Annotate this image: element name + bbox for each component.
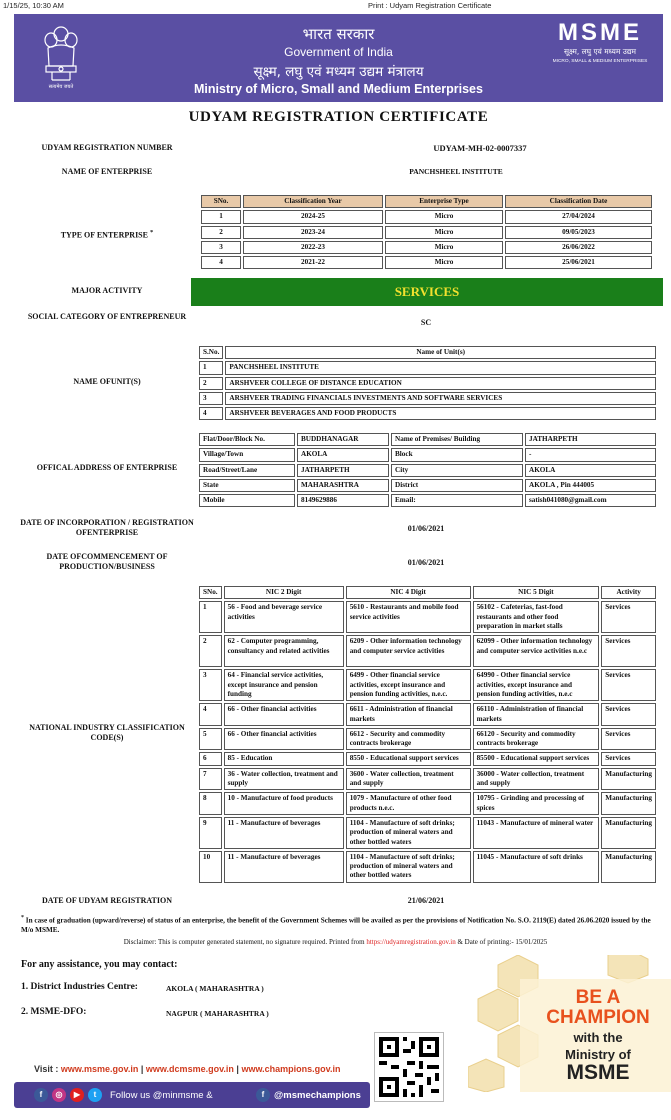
nic-header-row (199, 586, 656, 599)
facebook-icon[interactable]: f (34, 1088, 48, 1102)
table-cell: 6 (199, 752, 222, 765)
table-cell: Name of Premises/ Building (391, 433, 523, 446)
table-cell: Services (601, 703, 656, 726)
table-row (199, 601, 656, 633)
champion-line5: MSME (566, 1061, 630, 1084)
table-cell: 10795 - Grinding and processing of spices (473, 792, 600, 815)
champion-line4: Ministry of (565, 1047, 631, 1062)
table-cell: 6499 - Other financial service activities, except insurance and pension funding activities, n.e.c. (346, 669, 471, 701)
table-cell: Email: (391, 494, 523, 507)
table-cell: 11045 - Manufacture of soft drinks (473, 851, 600, 883)
table-cell: 4 (199, 703, 222, 726)
incorporation-date-label: DATE OF INCORPORATION / REGISTRATION OFENTERPRISE (20, 518, 194, 537)
reg-number-value: UDYAM-MH-02-0007337 (433, 143, 527, 153)
table-cell: Manufacturing (601, 817, 656, 849)
enterprise-type-label (20, 228, 194, 241)
table-cell: 62099 - Other information technology and computer service activities n.e.c (473, 635, 600, 667)
champion-text (528, 988, 668, 1084)
champion-promo (468, 955, 671, 1092)
table-cell: 1079 - Manufacture of other food products n.e.c. (346, 792, 471, 815)
units-header-row (199, 346, 656, 359)
table-row (201, 241, 652, 254)
link-separator: | (233, 1064, 242, 1074)
email-value: satish041080@gmail.com (525, 494, 656, 507)
table-cell: 25/06/2021 (505, 256, 652, 269)
address-label: OFFICAL ADDRESS OF ENTERPRISE (36, 463, 178, 472)
major-activity-label: MAJOR ACTIVITY (71, 286, 143, 295)
table-cell: Micro (385, 241, 503, 254)
table-cell: Micro (385, 226, 503, 239)
table-cell: 66 - Other financial activities (224, 703, 344, 726)
table-cell: Manufacturing (601, 792, 656, 815)
dfo-value: NAGPUR ( MAHARASHTRA ) (166, 1009, 269, 1018)
nic-table (197, 584, 658, 885)
reg-number-label: UDYAM REGISTRATION NUMBER (41, 143, 173, 152)
table-cell: 7 (199, 768, 222, 791)
table-cell: 3600 - Water collection, treatment and supply (346, 768, 471, 791)
print-datetime: 1/15/25, 10:30 AM (3, 1, 64, 10)
table-cell: 2022-23 (243, 241, 383, 254)
table-row (199, 494, 656, 507)
enterprise-type-mark: * (149, 229, 154, 236)
table-row (199, 407, 656, 420)
visit-label: Visit : (34, 1064, 61, 1074)
table-row (199, 792, 656, 815)
qr-code-icon (374, 1032, 444, 1102)
table-cell: 66110 - Administration of financial markets (473, 703, 600, 726)
units-col-name: Name of Unit(s) (225, 346, 656, 359)
classification-header-row (201, 195, 652, 208)
table-cell: 26/06/2022 (505, 241, 652, 254)
facebook-icon-2[interactable]: f (256, 1088, 270, 1102)
table-cell: 8149629886 (297, 494, 389, 507)
certificate-title: UDYAM REGISTRATION CERTIFICATE (188, 109, 489, 125)
table-cell: 9 (199, 817, 222, 849)
table-cell: 3 (199, 392, 223, 405)
ministry-hindi: सूक्ष्म, लघु एवं मध्यम उद्यम मंत्रालय (253, 64, 424, 80)
table-row (199, 464, 656, 477)
table-cell: 56 - Food and beverage service activities (224, 601, 344, 633)
table-cell: - (525, 448, 656, 461)
table-cell: City (391, 464, 523, 477)
table-cell: 36 - Water collection, treatment and supply (224, 768, 344, 791)
udyam-date-label: DATE OF UDYAM REGISTRATION (41, 896, 172, 905)
nic-col-activity: Activity (601, 586, 656, 599)
units-col-sno: S.No. (199, 346, 223, 359)
nic-label: NATIONAL INDUSTRY CLASSIFICATION CODE(S) (29, 723, 185, 742)
ministry-english: Ministry of Micro, Small and Medium Enterprises (194, 82, 483, 96)
table-cell: Services (601, 601, 656, 633)
table-row (199, 433, 656, 446)
table-cell: ARSHVEER BEVERAGES AND FOOD PRODUCTS (225, 407, 656, 420)
msme-logo-text: MSME (558, 19, 642, 46)
table-cell: Services (601, 635, 656, 667)
classification-col-type: Enterprise Type (385, 195, 503, 208)
nic-col-2digit: NIC 2 Digit (224, 586, 344, 599)
commencement-date-label: DATE OFCOMMENCEMENT OF PRODUCTION/BUSINESS (46, 552, 168, 571)
table-cell: 4 (199, 407, 223, 420)
table-row (199, 703, 656, 726)
nic-col-5digit: NIC 5 Digit (473, 586, 600, 599)
classification-col-year: Classification Year (243, 195, 383, 208)
classification-col-sno: SNo. (201, 195, 241, 208)
champions-handle[interactable]: @msmechampions (274, 1090, 361, 1101)
gov-hindi: भारत सरकार (302, 25, 375, 43)
table-cell: PANCHSHEEL INSTITUTE (225, 361, 656, 374)
table-row (201, 256, 652, 269)
classification-col-date: Classification Date (505, 195, 652, 208)
table-cell: 36000 - Water collection, treatment and supply (473, 768, 600, 791)
footnote-text: In case of graduation (upward/reverse) of status of an enterprise, the benefit of the Government Schemes will be availed as per the provisions of Notification No. S.O. 2119(E) dated 26.06.2020 issued by the M/o MSME. (21, 916, 651, 935)
table-cell: State (199, 479, 295, 492)
table-cell: 66120 - Security and commodity contracts brokerage (473, 728, 600, 751)
incorporation-date-value: 01/06/2021 (407, 524, 445, 533)
champions-site-link[interactable]: www.champions.gov.in (241, 1064, 341, 1074)
table-cell: 1104 - Manufacture of soft drinks; production of mineral waters and other bottled waters (346, 817, 471, 849)
table-cell: 64 - Financial service activities, except insurance and pension funding (224, 669, 344, 701)
table-cell: Flat/Door/Block No. (199, 433, 295, 446)
emblem-caption: सत्यमेव जयते (48, 84, 74, 90)
table-row (199, 392, 656, 405)
disclaimer (0, 938, 671, 946)
table-cell: 1104 - Manufacture of soft drinks; production of mineral waters and other bottled waters (346, 851, 471, 883)
follow-text: Follow us @minmsme & (110, 1090, 213, 1101)
table-cell: Services (601, 752, 656, 765)
table-cell: 56102 - Cafeterias, fast-food restaurants and other food preparation in market stalls (473, 601, 600, 633)
graduation-footnote (21, 913, 661, 935)
disclaimer-pre: Disclaimer: This is computer generated statement, no signature required. Printed from (123, 938, 367, 946)
social-category-label: SOCIAL CATEGORY OF ENTREPRENEUR (27, 312, 187, 321)
units-table (197, 344, 658, 422)
table-cell: 64990 - Other financial service activities, except insurance and pension funding activities, n.e.c (473, 669, 600, 701)
major-activity-value: SERVICES (191, 278, 663, 306)
table-cell: Services (601, 728, 656, 751)
dic-label: 1. District Industries Centre: (21, 982, 138, 992)
table-row (201, 226, 652, 239)
table-cell: 8 (199, 792, 222, 815)
table-cell: ARSHVEER TRADING FINANCIALS INVESTMENTS AND SOFTWARE SERVICES (225, 392, 656, 405)
table-cell: Micro (385, 210, 503, 223)
instagram-icon[interactable]: ◎ (52, 1088, 66, 1102)
assistance-heading: For any assistance, you may contact: (21, 959, 178, 970)
champion-line1: BE A (575, 987, 621, 1008)
table-cell: 8550 - Educational support services (346, 752, 471, 765)
table-row (199, 768, 656, 791)
table-cell: Manufacturing (601, 768, 656, 791)
table-cell: 2023-24 (243, 226, 383, 239)
msme-logo-hindi: सूक्ष्म, लघु एवं मध्यम उद्यम (563, 47, 637, 56)
table-cell: Mobile (199, 494, 295, 507)
gov-english: Government of India (284, 45, 393, 59)
table-cell: District (391, 479, 523, 492)
nic-col-4digit: NIC 4 Digit (346, 586, 471, 599)
champion-line2: CHAMPION (546, 1007, 650, 1028)
table-cell: 11 - Manufacture of beverages (224, 851, 344, 883)
table-cell: 2 (199, 377, 223, 390)
table-cell: 3 (201, 241, 241, 254)
units-label: NAME OFUNIT(S) (73, 377, 141, 386)
youtube-icon[interactable]: ▶ (70, 1088, 84, 1102)
table-cell: JATHARPETH (297, 464, 389, 477)
print-title: Print : Udyam Registration Certificate (368, 1, 492, 10)
table-row (199, 479, 656, 492)
ministry-banner (14, 14, 663, 102)
visit-links (34, 1064, 340, 1074)
table-row (199, 728, 656, 751)
table-row (199, 635, 656, 667)
nic-col-sno: SNo. (199, 586, 222, 599)
table-cell: Services (601, 669, 656, 701)
table-cell: JATHARPETH (525, 433, 656, 446)
enterprise-name-label: NAME OF ENTERPRISE (61, 167, 153, 176)
twitter-icon[interactable]: t (88, 1088, 102, 1102)
msme-site-link[interactable]: www.msme.gov.in (60, 1064, 139, 1074)
table-cell: 5 (199, 728, 222, 751)
table-cell: 6612 - Security and commodity contracts brokerage (346, 728, 471, 751)
enterprise-type-label-text: TYPE OF ENTERPRISE (60, 230, 148, 240)
table-cell: 2021-22 (243, 256, 383, 269)
table-row (199, 377, 656, 390)
msme-logo (544, 20, 656, 64)
table-row (199, 752, 656, 765)
table-cell: 10 - Manufacture of food products (224, 792, 344, 815)
table-cell: 2024-25 (243, 210, 383, 223)
table-cell: 6209 - Other information technology and computer service activities (346, 635, 471, 667)
udyam-portal-link[interactable]: https://udyamregistration.gov.in (366, 938, 456, 946)
table-cell: Block (391, 448, 523, 461)
table-cell: 27/04/2024 (505, 210, 652, 223)
table-cell: 10 (199, 851, 222, 883)
table-cell: 2 (199, 635, 222, 667)
dfo-label: 2. MSME-DFO: (21, 1007, 87, 1017)
table-cell: 2 (201, 226, 241, 239)
link-separator: | (138, 1064, 146, 1074)
table-cell: Road/Street/Lane (199, 464, 295, 477)
udyam-date-value: 21/06/2021 (407, 896, 445, 905)
table-cell: 85500 - Educational support services (473, 752, 600, 765)
table-cell: 11 - Manufacture of beverages (224, 817, 344, 849)
table-cell: 5610 - Restaurants and mobile food service activities (346, 601, 471, 633)
table-cell: 85 - Education (224, 752, 344, 765)
disclaimer-post: & Date of printing:- 15/01/2025 (455, 938, 548, 946)
table-cell: 62 - Computer programming, consultancy and related activities (224, 635, 344, 667)
table-row (199, 448, 656, 461)
table-row (199, 817, 656, 849)
table-cell: 1 (199, 601, 222, 633)
champion-line3: with the (573, 1030, 623, 1045)
table-cell: AKOLA , Pin 444005 (525, 479, 656, 492)
address-table (197, 431, 658, 509)
commencement-date-value: 01/06/2021 (407, 558, 445, 567)
print-header (0, 0, 671, 12)
enterprise-name-value: PANCHSHEEL INSTITUTE (409, 167, 503, 176)
table-cell: AKOLA (525, 464, 656, 477)
table-cell: ARSHVEER COLLEGE OF DISTANCE EDUCATION (225, 377, 656, 390)
table-row (199, 669, 656, 701)
table-cell: 1 (201, 210, 241, 223)
table-row (199, 361, 656, 374)
table-cell: 3 (199, 669, 222, 701)
dic-value: AKOLA ( MAHARASHTRA ) (166, 984, 264, 993)
table-cell: MAHARASHTRA (297, 479, 389, 492)
msme-logo-english: MICRO, SMALL & MEDIUM ENTERPRISES (552, 59, 648, 64)
table-cell: 09/05/2023 (505, 226, 652, 239)
table-cell: Village/Town (199, 448, 295, 461)
table-cell: Manufacturing (601, 851, 656, 883)
table-cell: BUDDHANAGAR (297, 433, 389, 446)
table-row (201, 210, 652, 223)
social-category-value: SC (420, 318, 432, 327)
social-bar (14, 1082, 370, 1108)
table-row (199, 851, 656, 883)
classification-table (199, 193, 654, 271)
table-cell: 1 (199, 361, 223, 374)
table-cell: 66 - Other financial activities (224, 728, 344, 751)
footnote-mark: * (21, 915, 24, 921)
table-cell: 4 (201, 256, 241, 269)
table-cell: 6611 - Administration of financial markets (346, 703, 471, 726)
dcmsme-site-link[interactable]: www.dcmsme.gov.in (145, 1064, 234, 1074)
table-cell: Micro (385, 256, 503, 269)
table-cell: 11043 - Manufacture of mineral water (473, 817, 600, 849)
table-cell: AKOLA (297, 448, 389, 461)
